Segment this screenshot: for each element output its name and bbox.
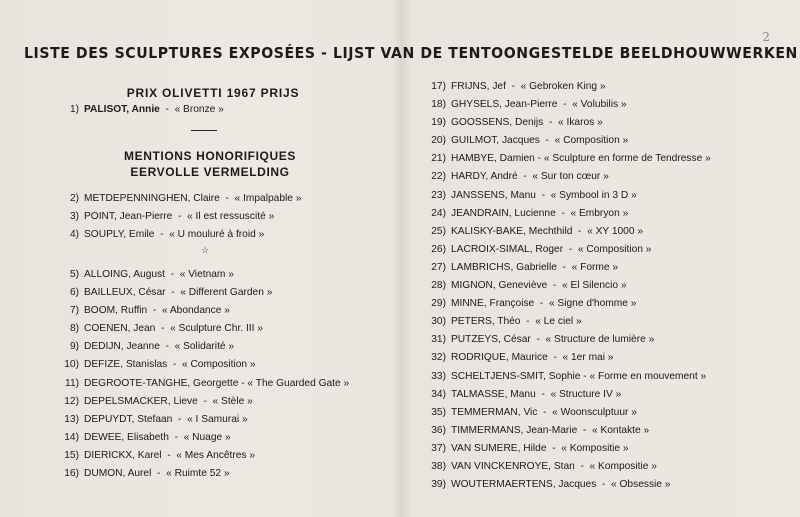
list-item	[420, 259, 711, 277]
artist-name: MINNE, Françoise	[451, 298, 535, 310]
corner-pencil-mark: 2	[762, 30, 770, 44]
work-title: « Forme »	[571, 261, 619, 273]
separator: -	[534, 298, 549, 310]
entry-number: 4)	[69, 229, 79, 241]
list-item	[420, 114, 711, 132]
work-title: « Symbool in 3 D »	[550, 189, 637, 201]
artist-name: PALISOT, Annie	[84, 104, 160, 115]
star-ornament-icon: ☆	[201, 245, 210, 255]
list-item	[59, 208, 301, 226]
list-item	[420, 132, 711, 150]
work-title: « Sculpture Chr. III »	[170, 323, 263, 335]
artist-name: VAN VINCKENROYE, Stan	[451, 460, 575, 472]
artist-name: LACROIX-SIMAL, Roger	[451, 243, 564, 255]
list-item	[420, 78, 711, 96]
entry-number: 32)	[431, 352, 446, 364]
entry-number: 26)	[431, 243, 446, 255]
artist-name: PETERS, Théo	[451, 316, 521, 328]
entry-number: 8)	[69, 323, 79, 335]
entry-number: 15)	[64, 449, 79, 461]
separator: -	[530, 334, 546, 346]
work-title: « Nuage »	[183, 431, 231, 443]
work-title: « Ruimte 52 »	[166, 468, 230, 480]
artist-name: TEMMERMAN, Vic	[451, 406, 538, 418]
separator: -	[557, 99, 573, 111]
work-title: « I Samurai »	[187, 413, 248, 425]
artist-name: DEPELSMACKER, Lieve	[84, 395, 198, 407]
artist-name: DEFIZE, Stanislas	[84, 359, 168, 371]
artist-name: DUMON, Aurel	[84, 468, 152, 480]
artist-name: DEPUYDT, Stefaan	[84, 413, 173, 425]
work-title: « Different Garden »	[180, 287, 273, 299]
entry-number: 27)	[431, 261, 446, 273]
separator: -	[537, 406, 553, 418]
artist-name: GUILMOT, Jacques	[451, 135, 540, 147]
list-item	[420, 223, 711, 241]
work-title: « The Guarded Gate »	[247, 377, 350, 389]
entry-number: 38)	[431, 460, 446, 472]
artist-name: METDEPENNINGHEN, Claire	[84, 193, 220, 204]
list-item	[45, 375, 349, 393]
entry-number: 14)	[64, 431, 79, 443]
separator: -	[161, 449, 177, 461]
entry-number: 9)	[69, 341, 79, 353]
separator: -	[563, 243, 578, 255]
list-item	[420, 313, 711, 331]
artist-name: FRIJNS, Jef	[451, 81, 506, 92]
artist-name: BAILLEUX, César	[84, 287, 166, 299]
artist-name: GHYSELS, Jean-Pierre	[451, 99, 558, 111]
artist-name: BOOM, Ruffin	[84, 305, 148, 317]
entry-number: 25)	[431, 225, 446, 237]
separator: -	[238, 377, 248, 389]
separator: -	[159, 341, 175, 353]
entry-number: 18)	[431, 99, 446, 111]
honor-heading-fr: MENTIONS HONORIFIQUES	[124, 149, 296, 163]
list-item	[420, 150, 711, 168]
entry-number: 2)	[69, 193, 79, 204]
list-item	[45, 284, 349, 302]
separator: -	[197, 395, 213, 407]
entry-number: 37)	[431, 442, 446, 454]
work-title: « Volubilis »	[572, 99, 627, 111]
list-item	[420, 368, 711, 386]
list-item	[45, 393, 349, 411]
separator: -	[151, 468, 167, 480]
work-title: « Abondance »	[161, 305, 230, 317]
artist-name: KALISKY-BAKE, Mechthild	[451, 225, 573, 237]
artist-name: TALMASSE, Manu	[451, 388, 536, 400]
separator: -	[580, 370, 590, 382]
list-item	[45, 302, 349, 320]
separator: -	[155, 323, 171, 335]
section-divider	[191, 130, 217, 131]
list-item	[420, 96, 711, 114]
artist-name: WOUTERMAERTENS, Jacques	[451, 479, 597, 491]
work-title: « Signe d'homme »	[548, 298, 637, 310]
work-title: « Woonsculptuur »	[552, 406, 637, 418]
entry-number: 20)	[431, 135, 446, 147]
artist-name: POINT, Jean-Pierre	[84, 211, 173, 223]
artist-name: DEGROOTE-TANGHE, Georgette	[84, 377, 239, 389]
separator: -	[572, 225, 588, 237]
artist-name: SOUPLY, Emile	[84, 229, 155, 241]
list-item	[45, 320, 349, 338]
entry-number: 28)	[431, 280, 446, 292]
list-item	[420, 187, 711, 205]
separator: -	[167, 359, 182, 371]
work-title: « Obsessie »	[611, 479, 671, 491]
entry-number: 34)	[431, 388, 446, 400]
list-item	[420, 386, 711, 404]
separator: -	[172, 211, 188, 223]
work-title: « Vietnam »	[179, 269, 234, 280]
work-title: « 1er mai »	[562, 352, 614, 364]
list-item	[420, 205, 711, 223]
list-item	[45, 411, 349, 429]
separator: -	[154, 229, 170, 241]
artist-name: VAN SUMERE, Hilde	[451, 442, 547, 454]
entry-number: 5)	[69, 269, 79, 280]
separator: -	[547, 280, 562, 292]
entry-number: 39)	[431, 479, 446, 491]
entry-number: 3)	[69, 211, 79, 223]
separator: -	[147, 305, 162, 317]
separator: -	[168, 431, 184, 443]
entry-number: 35)	[431, 406, 446, 418]
list-item	[420, 349, 711, 367]
work-title: « Impalpable »	[234, 193, 302, 204]
separator: -	[543, 117, 558, 129]
entry-number: 11)	[65, 377, 79, 389]
separator: -	[517, 171, 533, 183]
separator: -	[219, 193, 235, 204]
work-title: « Il est ressuscité »	[187, 211, 275, 223]
work-title: « U mouluré à froid »	[169, 229, 265, 241]
separator: -	[534, 153, 544, 165]
work-title: « Kompositie »	[589, 460, 657, 472]
work-title: « Composition »	[181, 359, 256, 371]
entry-number: 19)	[431, 117, 446, 129]
work-title: « Bronze »	[174, 104, 224, 115]
artist-name: LAMBRICHS, Gabrielle	[451, 261, 557, 273]
artist-name: JEANDRAIN, Lucienne	[451, 207, 556, 219]
artist-name: JANSSENS, Manu	[451, 189, 536, 201]
work-title: « Composition »	[577, 243, 652, 255]
separator: -	[539, 135, 555, 147]
honor-heading-nl: EERVOLLE VERMELDING	[130, 165, 290, 179]
work-title: « Kompositie »	[561, 442, 629, 454]
work-title: « Le ciel »	[535, 316, 582, 328]
separator: -	[547, 352, 563, 364]
separator: -	[165, 287, 181, 299]
list-item	[45, 465, 349, 483]
separator: -	[520, 316, 536, 328]
work-title: « Structure de lumière »	[545, 334, 655, 346]
artist-name: HAMBYE, Damien	[451, 153, 535, 165]
list-item	[45, 356, 349, 374]
entry-number: 7)	[69, 305, 79, 317]
list-item	[420, 295, 711, 313]
separator: -	[172, 413, 188, 425]
separator: -	[505, 81, 521, 92]
artist-name: GOOSSENS, Denijs	[451, 117, 544, 129]
left-entry-list	[45, 266, 349, 483]
work-title: « Sculpture en forme de Tendresse »	[543, 153, 711, 165]
entry-number: 33)	[431, 370, 446, 382]
list-item	[59, 226, 301, 244]
entry-number: 21)	[431, 153, 446, 165]
list-item	[45, 266, 349, 284]
honorable-mentions-heading	[100, 148, 320, 180]
work-title: « XY 1000 »	[587, 225, 643, 237]
prize-heading: PRIX OLIVETTI 1967 PRIJS	[126, 86, 300, 100]
list-item	[420, 476, 711, 494]
artist-name: COENEN, Jean	[84, 323, 156, 335]
artist-name: SCHELTJENS-SMIT, Sophie	[451, 370, 581, 382]
entry-number: 17)	[431, 81, 446, 92]
work-title: « Ikaros »	[558, 117, 603, 129]
list-item	[45, 447, 349, 465]
list-item	[420, 440, 711, 458]
list-item	[420, 241, 711, 259]
list-item	[420, 277, 711, 295]
entry-number: 30)	[431, 316, 446, 328]
work-title: « Structure IV »	[550, 388, 622, 400]
separator: -	[596, 479, 612, 491]
artist-name: DEDIJN, Jeanne	[84, 341, 160, 353]
entry-number: 36)	[431, 424, 446, 436]
work-title: « Mes Ancêtres »	[176, 449, 255, 461]
separator: -	[577, 424, 592, 436]
artist-name: DIERICKX, Karel	[84, 449, 162, 461]
list-item	[420, 458, 711, 476]
page-title: LISTE DES SCULPTURES EXPOSÉES - LIJST VAN DE TENTOONGESTELDE BEELDHOUWWERKEN	[24, 44, 798, 62]
list-item	[420, 331, 711, 349]
entry-number: 1)	[69, 104, 79, 115]
artist-name: DEWEE, Elisabeth	[84, 431, 169, 443]
work-title: « Gebroken King »	[520, 81, 606, 92]
entry-number: 10)	[64, 359, 79, 371]
separator: -	[159, 104, 175, 115]
separator: -	[535, 189, 551, 201]
list-item	[420, 168, 711, 186]
entry-number: 31)	[431, 334, 446, 346]
list-item	[420, 422, 711, 440]
work-title: « Composition »	[554, 135, 629, 147]
separator: -	[555, 207, 571, 219]
list-item	[45, 338, 349, 356]
entry-number: 22)	[431, 171, 446, 183]
work-title: « El Silencio »	[561, 280, 627, 292]
work-title: « Embryon »	[570, 207, 629, 219]
artist-name: ALLOING, August	[84, 269, 165, 280]
artist-name: TIMMERMANS, Jean-Marie	[451, 424, 578, 436]
artist-name: RODRIQUE, Maurice	[451, 352, 548, 364]
entry-number: 13)	[64, 413, 79, 425]
entry-number: 16)	[64, 468, 79, 480]
entry-number: 29)	[431, 298, 446, 310]
entry-number: 12)	[64, 395, 79, 407]
entry-number: 23)	[431, 189, 446, 201]
separator: -	[164, 269, 180, 280]
right-entry-list	[420, 78, 711, 494]
work-title: « Solidarité »	[174, 341, 235, 353]
list-item	[420, 404, 711, 422]
entry-number: 6)	[69, 287, 79, 299]
work-title: « Sur ton cœur »	[532, 171, 609, 183]
honorable-list	[59, 190, 301, 244]
entry-number: 24)	[431, 207, 446, 219]
artist-name: HARDY, André	[451, 171, 518, 183]
separator: -	[535, 388, 551, 400]
artist-name: MIGNON, Geneviève	[451, 280, 548, 292]
separator: -	[556, 261, 572, 273]
list-item	[45, 429, 349, 447]
artist-name: PUTZEYS, César	[451, 334, 531, 346]
work-title: « Kontakte »	[591, 424, 650, 436]
work-title: « Stèle »	[212, 395, 253, 407]
list-item	[59, 190, 301, 208]
separator: -	[546, 442, 562, 454]
separator: -	[574, 460, 590, 472]
prize-winner-row	[59, 104, 224, 115]
work-title: « Forme en mouvement »	[589, 370, 707, 382]
